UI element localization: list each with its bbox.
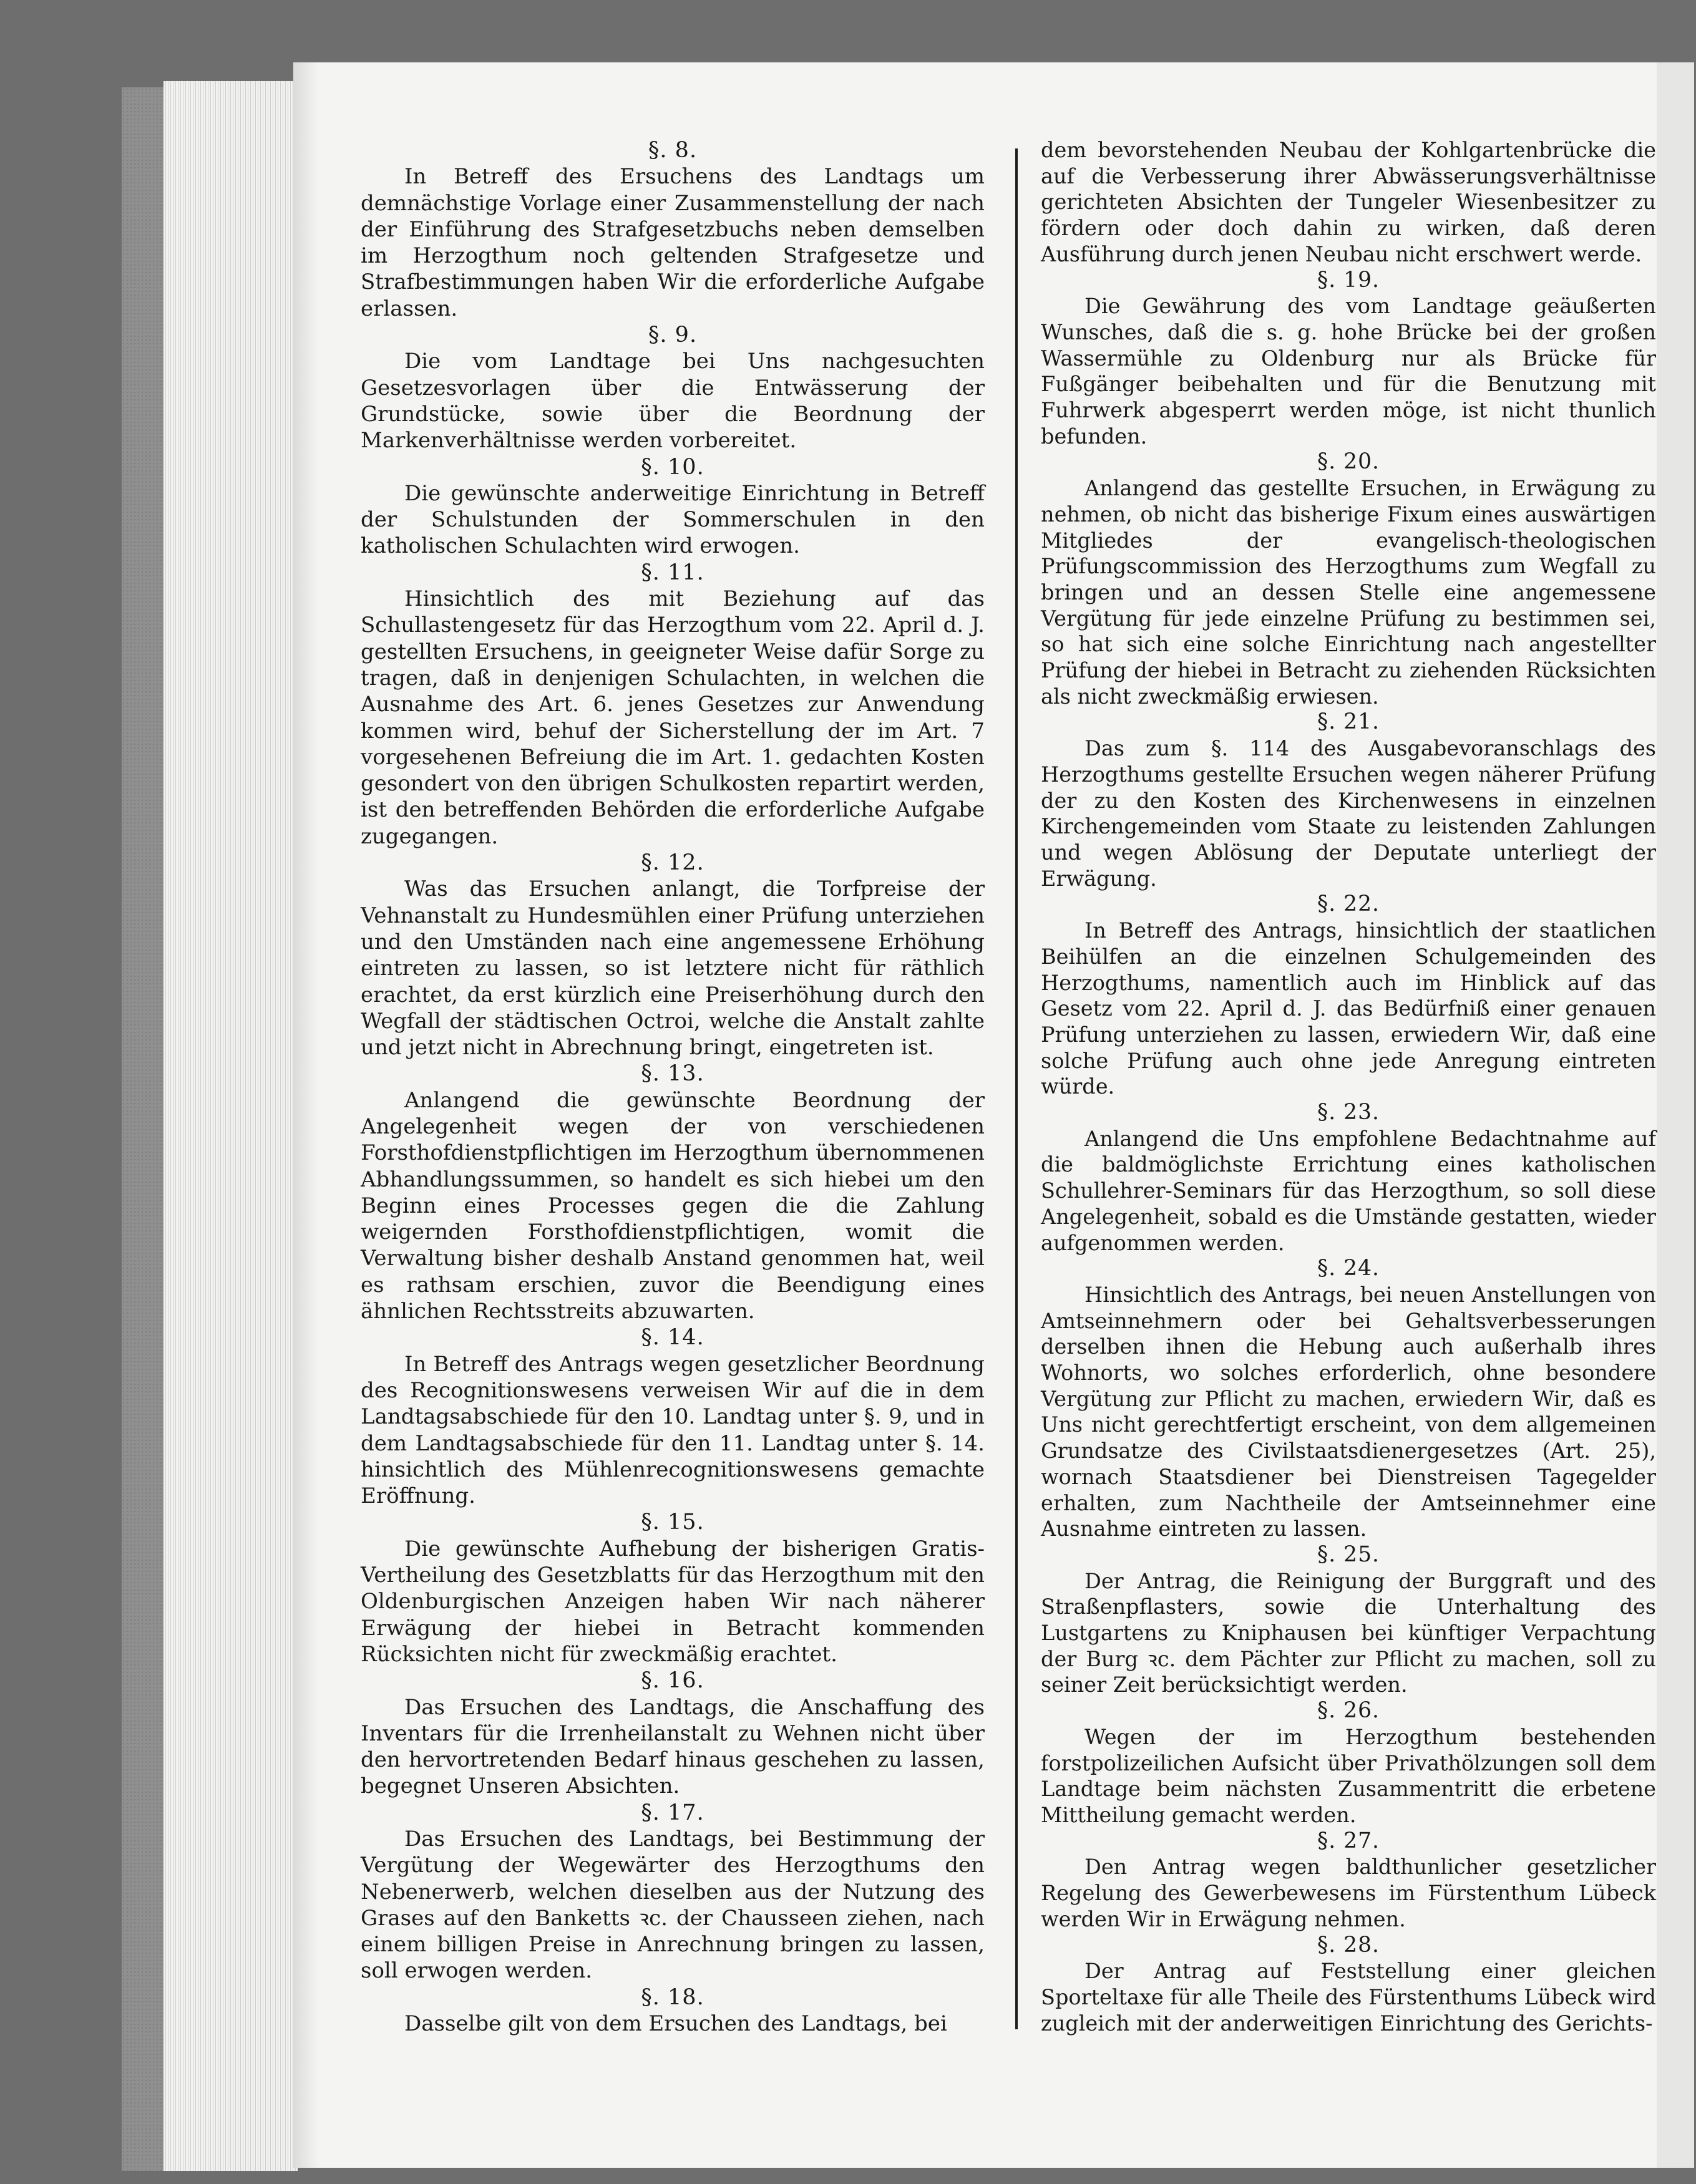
paragraph-text: In Betreff des Ersuchens des Landtags um demnächstige Vorlage einer Zusammenstellung der nach der Einführung des Strafgesetzbuchs neben demselben im Herzogthum noch geltenden Strafgesetze und Strafbestimmungen haben Wir die erforderliche Aufgabe erlassen. xyxy=(361,164,985,321)
paragraph-text: Dasselbe gilt von dem Ersuchen des Landtags, bei xyxy=(404,2011,947,2037)
paragraph-entry xyxy=(361,137,985,322)
paragraph-entry xyxy=(1041,1256,1656,1542)
paragraph-number: §. 24. xyxy=(1317,1256,1380,1281)
paragraph-text: Was das Ersuchen anlangt, die Torfpreise der Vehnanstalt zu Hundesmühlen einer Prüfung unterziehen und den Umständen nach eine angemessene Erhöhung eintreten zu lassen, so ist letztere nicht für räthlich erachtet, da erst kürzlich eine Preiserhöhung durch den Wegfall der städtischen Octroi, welche die Anstalt zahlte und jetzt nicht in Abrechnung bringt, eingetreten ist. xyxy=(361,876,985,1060)
paragraph-number: §. 22. xyxy=(1317,891,1380,917)
paragraph-number: §. 9. xyxy=(648,323,698,348)
paragraph-number: §. 17. xyxy=(641,1800,704,1825)
paragraph-number: §. 11. xyxy=(641,560,704,585)
paragraph-number: §. 18. xyxy=(641,1984,704,2010)
paragraph-number: §. 14. xyxy=(641,1325,704,1351)
page-outer-edge xyxy=(1657,62,1694,2168)
paragraph-number: §. 27. xyxy=(1317,1828,1380,1853)
paragraph-entry xyxy=(361,1060,985,1324)
paragraph-entry xyxy=(1041,1698,1656,1828)
paragraph-number: §. 23. xyxy=(1317,1100,1380,1125)
column-divider xyxy=(1015,148,1018,2029)
paragraph-entry xyxy=(361,850,985,1060)
paragraph-number: §. 15. xyxy=(641,1510,704,1535)
paragraph-entry xyxy=(361,1667,985,1799)
paragraph-text: In Betreff des Antrags wegen gesetzlicher Beordnung des Recognitionswesens verweisen Wir auf die in dem Landtagsabschiede für den 10. Landtag unter §. 9, und in dem Landtagsabschiede für den 11. Landtag unter §. 14. hinsichtlich des Mühlenrecognitionswesens gemachte Eröffnung. xyxy=(361,1351,985,1509)
paragraph-entry xyxy=(361,1800,985,1984)
paragraph-text: Die gewünschte anderweitige Einrichtung in Betreff der Schulstunden der Sommerschulen in den katholischen Schulachten wird erwogen. xyxy=(361,480,985,559)
paragraph-number: §. 19. xyxy=(1317,267,1380,293)
paragraph-text: Das zum §. 114 des Ausgabevoranschlags des Herzogthums gestellte Ersuchen wegen näherer Prüfung der zu den Kosten des Kirchenwesens in einzelnen Kirchengemeinden vom Staate zu leistenden Zahlungen und wegen Ablösung der Deputate unterliegt der Erwägung. xyxy=(1041,736,1656,891)
paragraph-entry xyxy=(361,1509,985,1667)
paragraph-text: Den Antrag wegen baldthunlicher gesetzlicher Regelung des Gewerbewesens im Fürstenthum Lübeck werden Wir in Erwägung nehmen. xyxy=(1041,1855,1656,1931)
paragraph-entry xyxy=(361,1984,985,2037)
paragraph-number: §. 8. xyxy=(648,138,698,163)
left-column xyxy=(361,137,985,2037)
page-stack-edges xyxy=(163,81,298,2171)
paragraph-number: §. 10. xyxy=(641,454,704,480)
continued-paragraph: dem bevorstehenden Neubau der Kohlgartenbrücke die auf die Verbesserung ihrer Abwässerungsverhältnisse gerichteten Absichten der Tungeler Wiesenbesitzer zu fördern oder doch dahin zu wirken, daß deren Ausführung durch jenen Neubau nicht erschwert werde. xyxy=(1041,138,1656,266)
paragraph-number: §. 16. xyxy=(641,1668,704,1694)
paragraph-entry xyxy=(361,454,985,560)
right-column xyxy=(1041,137,1656,2036)
paragraph-text: Das Ersuchen des Landtags, die Anschaffung des Inventars für die Irrenheilanstalt zu Wehnen nicht über den hervortretenden Bedarf hinaus geschehen zu lassen, begegnet Unseren Absichten. xyxy=(361,1694,985,1799)
paragraph-entry xyxy=(361,1324,985,1509)
paragraph-number: §. 28. xyxy=(1317,1932,1380,1958)
paragraph-number: §. 21. xyxy=(1317,709,1380,735)
paragraph-number: §. 20. xyxy=(1317,449,1380,475)
paragraph-entry xyxy=(1041,268,1656,450)
paragraph-text: Der Antrag auf Feststellung einer gleichen Sporteltaxe für alle Theile des Fürstenthums Lübeck wird zugleich mit der anderweitigen Einrichtung des Gerichts- xyxy=(1041,1959,1656,2036)
paragraph-number: §. 25. xyxy=(1317,1541,1380,1567)
paragraph-number: §. 26. xyxy=(1317,1698,1380,1724)
paragraph-text: Das Ersuchen des Landtags, bei Bestimmung der Vergütung der Wegewärter des Herzogthums den Nebenerwerb, welchen dieselben aus der Nutzung des Grases auf den Banketts ꝛc. der Chausseen ziehen, nach einem billigen Preise in Anrechnung bringen zu lassen, soll erwogen werden. xyxy=(361,1827,985,1984)
paragraph-text: Hinsichtlich des mit Beziehung auf das Schullastengesetz für das Herzogthum vom 22. April d. J. gestellten Ersuchens, in geeigneter Weise dafür Sorge zu tragen, daß in denjenigen Schulachten, in welchen die Ausnahme des Art. 6. jenes Gesetzes zur Anwendung kommen wird, behuf der Sicherstellung der im Art. 7 vorgesehenen Befreiung die im Art. 1. gedachten Kosten gesondert von den übrigen Schulkosten repartirt werden, ist den betreffenden Behörden die erforderliche Aufgabe zugegangen. xyxy=(361,586,985,849)
paragraph-entry xyxy=(1041,1100,1656,1256)
paragraph-entry xyxy=(361,560,985,850)
paragraph-text: Wegen der im Herzogthum bestehenden forstpolizeilichen Aufsicht über Privathölzungen soll dem Landtage beim nächsten Zusammentritt die erbetene Mittheilung gemacht werden. xyxy=(1041,1724,1656,1827)
paragraph-text: Hinsichtlich des Antrags, bei neuen Anstellungen von Amtseinnehmern oder bei Gehaltsverbesserungen derselben ihnen die Hebung auch außerhalb ihres Wohnorts, wo solches erforderlich, ohne besondere Vergütung zur Pflicht zu machen, erwiedern Wir, daß es Uns nicht gerechtfertigt erscheint, von dem allgemeinen Grundsatze des Civilstaatsdienergesetzes (Art. 25), wornach Staatsdiener bei Dienstreisen Tagegelder erhalten, zum Nachtheile der Amtseinnehmer eine Ausnahme eintreten zu lassen. xyxy=(1041,1282,1656,1541)
paragraph-text: Die Gewährung des vom Landtage geäußerten Wunsches, daß die s. g. hohe Brücke bei der großen Wassermühle zu Oldenburg nur als Brücke für Fußgänger beibehalten und für die Benutzung mit Fuhrwerk abgesperrt werden möge, ist nicht thunlich befunden. xyxy=(1041,294,1656,449)
paragraph-number: §. 13. xyxy=(641,1061,704,1087)
paragraph-text: Die vom Landtage bei Uns nachgesuchten Gesetzesvorlagen über die Entwässerung der Grundstücke, sowie über die Beordnung der Markenverhältnisse werden vorbereitet. xyxy=(361,349,985,454)
paragraph-entry xyxy=(1041,891,1656,1100)
paragraph-entry xyxy=(1041,449,1656,709)
paragraph-text: Der Antrag, die Reinigung der Burggraft und des Straßenpflasters, sowie die Unterhaltung des Lustgartens zu Kniphausen bei künftiger Verpachtung der Burg ꝛc. dem Pächter zur Pflicht zu machen, soll zu seiner Zeit berücksichtigt werden. xyxy=(1041,1568,1656,1697)
paragraph-entry xyxy=(1041,1542,1656,1698)
gutter-shadow xyxy=(293,62,318,2168)
paragraph-text: Anlangend das gestellte Ersuchen, in Erwägung zu nehmen, ob nicht das bisherige Fixum eines auswärtigen Mitgliedes der evangelisch-theologischen Prüfungscommission des Herzogthums zum Wegfall zu bringen und an dessen Stelle eine angemessene Vergütung für jede einzelne Prüfung zu bestimmen sei, so hat sich eine solche Einrichtung nach angestellter Prüfung der hiebei in Betracht zu ziehenden Rücksichten als nicht zweckmäßig erwiesen. xyxy=(1041,476,1656,709)
paragraph-text: Anlangend die Uns empfohlene Bedachtnahme auf die baldmöglichste Errichtung eines katholischen Schullehrer-Seminars für das Herzogthum, so soll diese Angelegenheit, sobald es die Umstände gestatten, wieder aufgenommen werden. xyxy=(1041,1126,1656,1255)
paragraph-text: Die gewünschte Aufhebung der bisherigen Gratis-Vertheilung des Gesetzblatts für das Herzogthum mit den Oldenburgischen Anzeigen haben Wir nach näherer Erwägung der hiebei in Betracht kommenden Rücksichten nicht für zweckmäßig erachtet. xyxy=(361,1536,985,1667)
paragraph-text: Anlangend die gewünschte Beordnung der Angelegenheit wegen der von verschiedenen Forsthofdienstpflichtigen im Herzogthum übernommenen Abhandlungssummen, so handelt es sich hiebei um den Beginn eines Processes gegen die die Zahlung weigernden Forsthofdienstpflichtigen, womit die Verwaltung bisher deshalb Anstand genommen hat, weil es rathsam erschien, zuvor die Beendigung eines ähnlichen Rechtsstreits abzuwarten. xyxy=(361,1087,985,1324)
paragraph-number: §. 12. xyxy=(641,850,704,876)
paragraph-entry xyxy=(1041,1828,1656,1933)
paragraph-entry xyxy=(1041,1933,1656,2037)
paragraph-text: In Betreff des Antrags, hinsichtlich der staatlichen Beihülfen an die einzelnen Schulgemeinden des Herzogthums, namentlich auch im Hinblick auf das Gesetz vom 22. April d. J. das Bedürfniß einer genauen Prüfung unterziehen zu lassen, erwiedern Wir, daß eine solche Prüfung auch ohne jede Anregung eintreten würde. xyxy=(1041,918,1656,1099)
paragraph-entry xyxy=(1041,709,1656,891)
paragraph-entry xyxy=(361,322,985,454)
